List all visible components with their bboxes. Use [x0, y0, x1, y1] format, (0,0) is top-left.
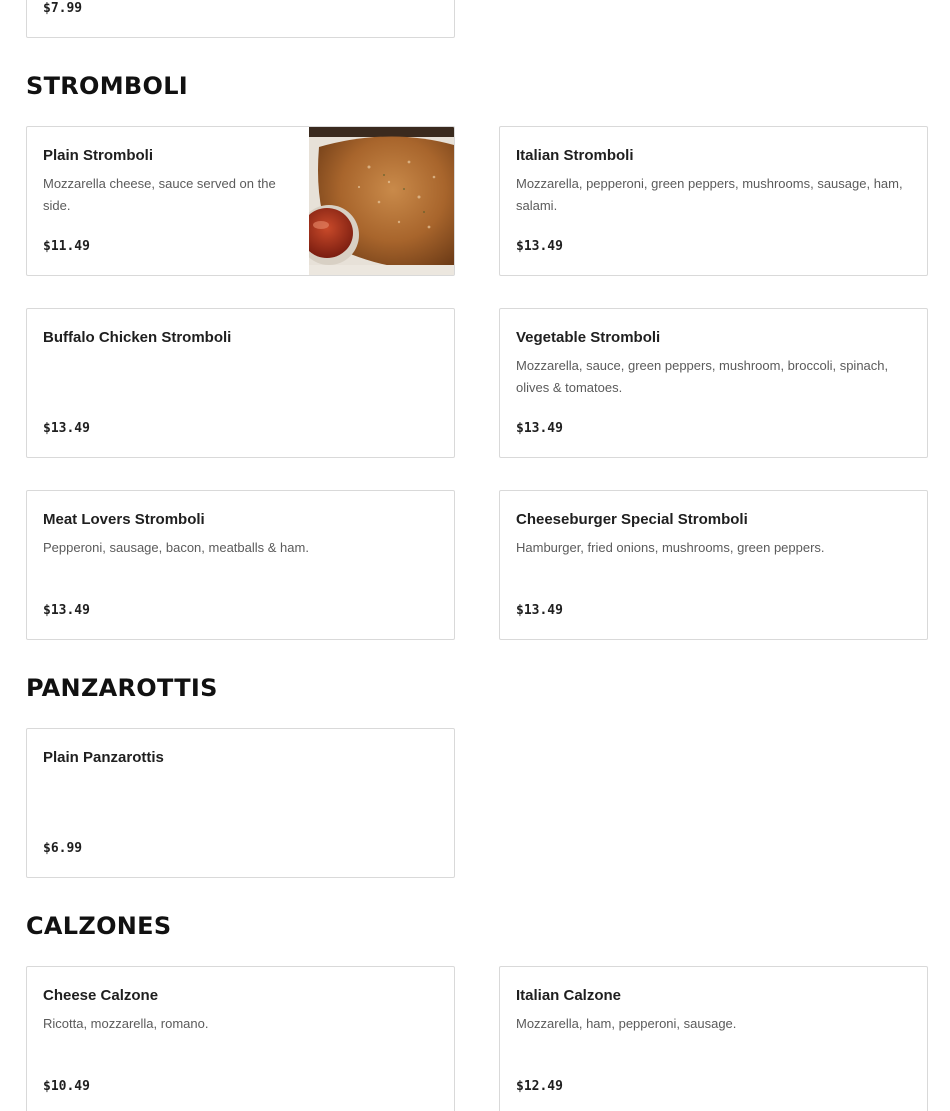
section-title-panzarottis: PANZAROTTIS	[26, 674, 218, 702]
section-title-stromboli: STROMBOLI	[26, 72, 189, 100]
menu-item-info	[43, 491, 438, 639]
menu-item-name: Cheeseburger Special Stromboli	[516, 511, 748, 528]
menu-item-card-meat-lovers-stromboli[interactable]	[26, 490, 455, 640]
menu-item-price: $13.49	[516, 603, 563, 618]
menu-item-name: Italian Stromboli	[516, 147, 634, 164]
menu-item-description: Mozzarella, sauce, green peppers, mushroom, broccoli, spinach, olives & tomatoes.	[516, 358, 889, 395]
menu-item-price: $11.49	[43, 239, 90, 254]
menu-item-card-partial[interactable]	[26, 0, 455, 38]
stromboli-photo	[309, 127, 454, 275]
menu-item-info	[516, 491, 911, 639]
menu-item-card-italian-stromboli[interactable]	[499, 126, 928, 276]
menu-item-name: Buffalo Chicken Stromboli	[43, 329, 232, 346]
menu-item-price: $13.49	[516, 421, 563, 436]
menu-item-card-plain-panzarottis[interactable]	[26, 728, 455, 878]
menu-item-name: Plain Stromboli	[43, 147, 154, 164]
menu-item-info	[516, 127, 911, 275]
menu-item-card-plain-stromboli[interactable]	[26, 126, 455, 276]
menu-item-description: Mozzarella cheese, sauce served on the side.	[43, 176, 276, 213]
menu-item-price: $12.49	[516, 1079, 563, 1094]
menu-item-description: Hamburger, fried onions, mushrooms, green peppers.	[516, 540, 825, 555]
menu-item-price: $13.49	[516, 239, 563, 254]
menu-item-info	[43, 309, 438, 457]
menu-item-card-italian-calzone[interactable]	[499, 966, 928, 1111]
menu-item-price: $13.49	[43, 421, 90, 436]
menu-item-name: Italian Calzone	[516, 987, 622, 1004]
menu-item-info	[43, 729, 438, 877]
menu-item-price: $7.99	[43, 1, 83, 16]
menu-item-price: $10.49	[43, 1079, 90, 1094]
menu-item-description: Ricotta, mozzarella, romano.	[43, 1016, 209, 1031]
menu-item-name: Vegetable Stromboli	[516, 329, 661, 346]
menu-item-info	[516, 967, 911, 1111]
menu-item-card-vegetable-stromboli[interactable]	[499, 308, 928, 458]
menu-item-price: $6.99	[43, 841, 83, 856]
stromboli-photo-graphic	[309, 127, 454, 275]
menu-item-card-cheeseburger-special-stromboli[interactable]	[499, 490, 928, 640]
menu-item-description: Mozzarella, pepperoni, green peppers, mushrooms, sausage, ham, salami.	[516, 176, 903, 213]
menu-item-card-buffalo-chicken-stromboli[interactable]	[26, 308, 455, 458]
menu-item-card-cheese-calzone[interactable]	[26, 966, 455, 1111]
menu-item-name: Plain Panzarottis	[43, 749, 164, 766]
menu-item-info	[43, 967, 438, 1111]
menu-item-description: Mozzarella, ham, pepperoni, sausage.	[516, 1016, 737, 1031]
menu-item-info	[516, 309, 911, 457]
menu-item-name: Meat Lovers Stromboli	[43, 511, 205, 528]
menu-item-price: $13.49	[43, 603, 90, 618]
section-title-calzones: CALZONES	[26, 912, 172, 940]
menu-item-description: Pepperoni, sausage, bacon, meatballs & ham.	[43, 540, 309, 555]
menu-item-name: Cheese Calzone	[43, 987, 159, 1004]
menu-item-info	[43, 0, 438, 37]
menu-item-info	[43, 127, 294, 275]
